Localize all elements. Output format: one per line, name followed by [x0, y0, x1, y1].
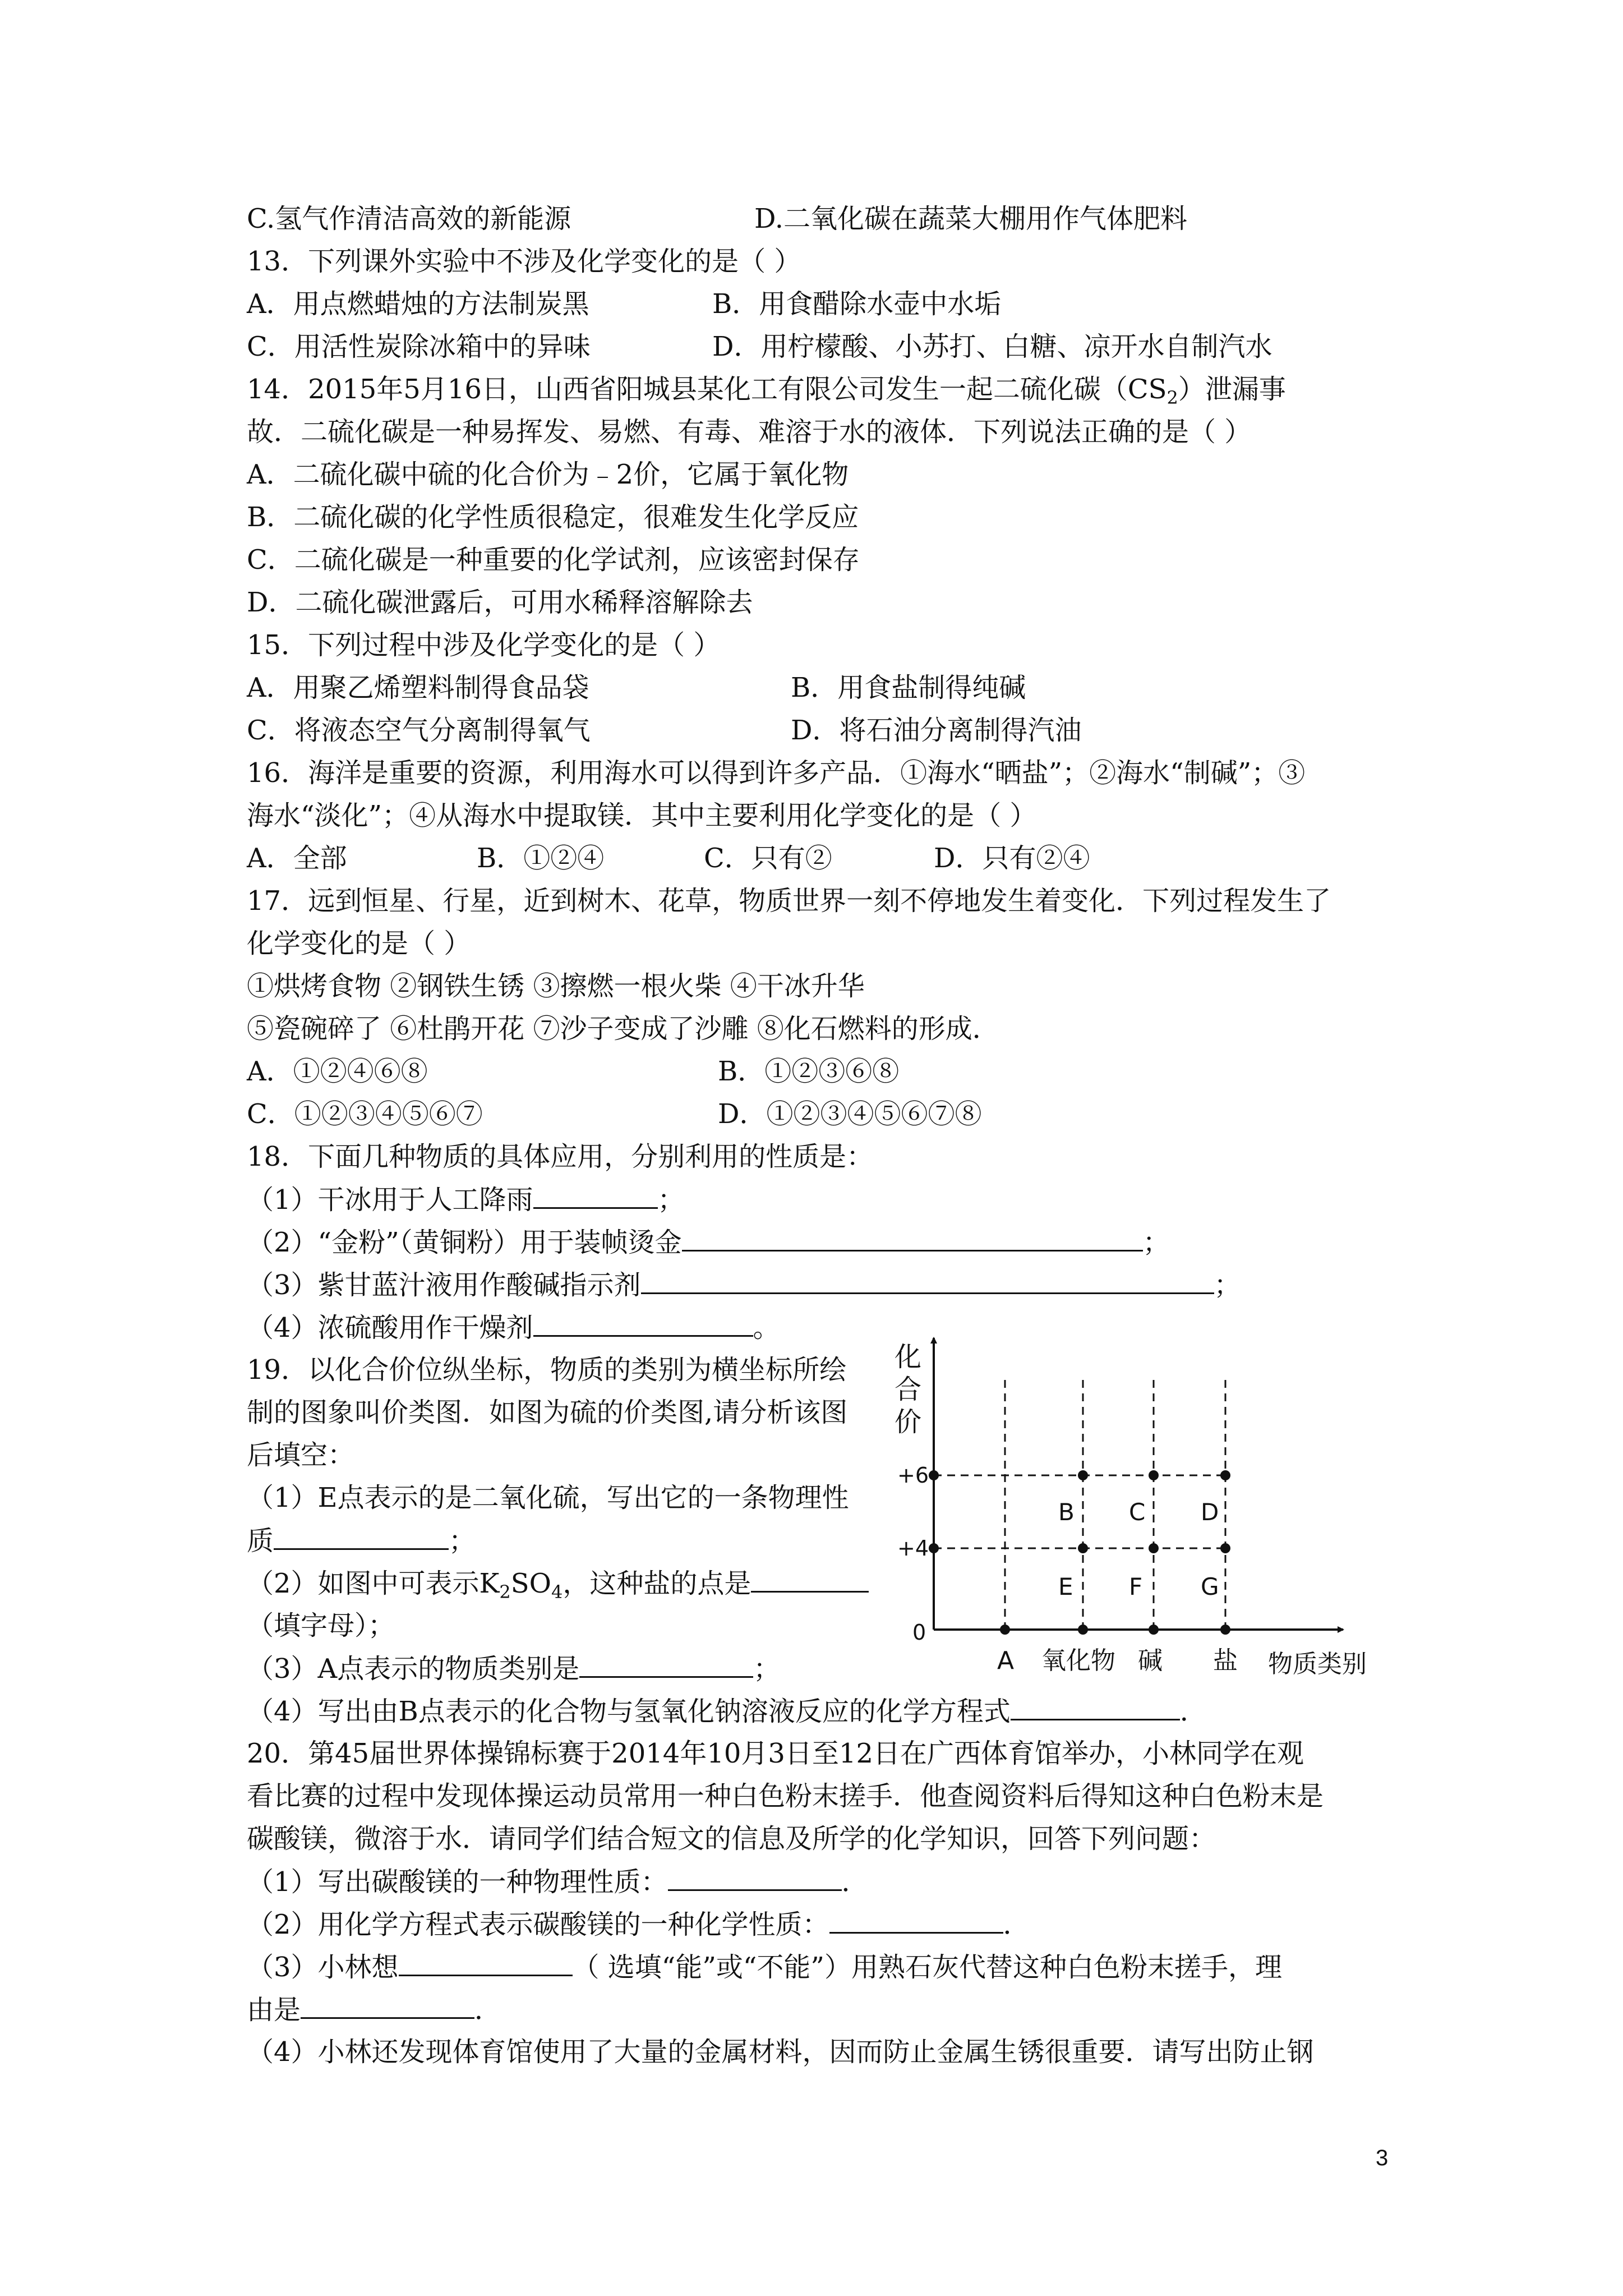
- y-tick-label: +4: [897, 1536, 929, 1561]
- q19-stem-line2: 制的图象叫价类图．如图为硫的价类图,请分析该图: [247, 1397, 848, 1428]
- q14-option-b: B．二硫化碳的化学性质很稳定，很难发生化学反应: [247, 501, 859, 533]
- y-axis-label: 合: [895, 1374, 922, 1405]
- q19-part2-line1: （2）如图中可表示$K_2SO_4$，这种盐的点是: [247, 1566, 869, 1609]
- q19-stem-line1: 19．以化合价位纵坐标，物质的类别为横坐标所绘: [247, 1354, 847, 1386]
- q18-part3: （3）紫甘蓝汁液用作酸碱指示剂 ；: [247, 1268, 1241, 1302]
- q17-option-c: C．①②③④⑤⑥⑦: [247, 1098, 483, 1130]
- y-tick-label: +6: [897, 1463, 929, 1488]
- q14-option-a: A．二硫化碳中硫的化合价为﹣2价，它属于氧化物: [247, 459, 849, 490]
- q16-option-c: C．只有②: [704, 843, 832, 874]
- q19-part3: （3）A点表示的物质类别是 ；: [247, 1651, 780, 1686]
- q15-stem: 15．下列过程中涉及化学变化的是（ ）: [247, 629, 721, 661]
- x-axis-point: [1220, 1625, 1230, 1635]
- answer-blank[interactable]: [641, 1268, 1214, 1294]
- x-axis-point: [1149, 1625, 1159, 1635]
- answer-blank[interactable]: [751, 1566, 869, 1593]
- q13-stem: 13．下列课外实验中不涉及化学变化的是（ ）: [247, 246, 801, 277]
- point-label: G: [1201, 1573, 1219, 1600]
- q20-part4-line1: （4）小林还发现体育馆使用了大量的金属材料，因而防止金属生锈很重要．请写出防止钢: [247, 2036, 1314, 2068]
- q13-option-a: A．用点燃蜡烛的方法制炭黑: [247, 288, 589, 320]
- q14-stem-line1: 14．2015年5月16日，山西省阳城县某化工有限公司发生一起二硫化碳$(CS_2)$泄漏事: [247, 374, 1286, 408]
- answer-blank[interactable]: [682, 1225, 1143, 1251]
- point-a: [1000, 1625, 1010, 1635]
- answer-blank[interactable]: [274, 1524, 449, 1550]
- point-label: C: [1129, 1498, 1146, 1526]
- q15-option-d: D．将石油分离制得汽油: [791, 715, 1082, 746]
- q15-option-b: B．用食盐制得纯碱: [791, 672, 1026, 703]
- q19-part4: （4）写出由B点表示的化合物与氢氧化钠溶液反应的化学方程式 ．: [247, 1694, 1207, 1728]
- q16-stem-line1: 16．海洋是重要的资源，利用海水可以得到许多产品．①海水“晒盐”；②海水“制碱”；③: [247, 757, 1306, 789]
- q12-option-d: D.二氧化碳在蔬菜大棚用作气体肥料: [754, 203, 1188, 234]
- q19-part1-line1: （1）E点表示的是二氧化硫，写出它的一条物理性: [247, 1482, 849, 1513]
- point-label: D: [1201, 1498, 1219, 1526]
- q12-option-c: C.氢气作清洁高效的新能源: [247, 203, 571, 234]
- answer-blank[interactable]: [533, 1310, 753, 1337]
- y-axis-label: 化: [895, 1341, 922, 1373]
- q15-option-c: C．将液态空气分离制得氧气: [247, 715, 591, 746]
- q20-part2: （2）用化学方程式表示碳酸镁的一种化学性质： ．: [247, 1907, 1030, 1941]
- q17-option-d: D．①②③④⑤⑥⑦⑧: [718, 1098, 982, 1130]
- x-category-label: 氧化物: [1041, 1646, 1115, 1675]
- x-category-label: 盐: [1213, 1646, 1238, 1675]
- q17-option-a: A．①②④⑥⑧: [247, 1056, 428, 1087]
- answer-blank[interactable]: [579, 1651, 753, 1678]
- answer-blank[interactable]: [301, 1993, 474, 2019]
- q13-option-c: C．用活性炭除冰箱中的异味: [247, 331, 591, 362]
- q20-part3-line2: 由是 ．: [247, 1993, 501, 2027]
- answer-blank[interactable]: [1011, 1694, 1180, 1720]
- x-axis-label: 物质类别: [1268, 1650, 1367, 1678]
- q19-part2-line2: （填字母）；: [247, 1610, 395, 1641]
- answer-blank[interactable]: [533, 1182, 658, 1209]
- q14-option-c: C．二硫化碳是一种重要的化学试剂，应该密封保存: [247, 544, 860, 576]
- x-category-label: A: [997, 1646, 1015, 1675]
- point-d: [1220, 1470, 1230, 1480]
- point-g: [1220, 1543, 1230, 1553]
- q19-part1-line2: 质 ；: [247, 1524, 476, 1558]
- axis-point: [929, 1470, 939, 1480]
- q16-option-d: D．只有②④: [934, 843, 1090, 874]
- q20-stem-line2: 看比赛的过程中发现体操运动员常用一种白色粉末搓手．他查阅资料后得知这种白色粉末是: [247, 1780, 1324, 1812]
- axis-point: [929, 1543, 939, 1553]
- q17-option-b: B．①②③⑥⑧: [718, 1056, 900, 1087]
- y-tick-label: 0: [912, 1620, 926, 1645]
- x-category-label: 碱: [1138, 1646, 1163, 1675]
- q16-stem-line2: 海水“淡化”；④从海水中提取镁．其中主要利用化学变化的是（ ）: [247, 800, 1037, 831]
- q20-stem-line1: 20．第45届世界体操锦标赛于2014年10月3日至12日在广西体育馆举办，小林同学在观: [247, 1738, 1304, 1769]
- q16-option-a: A．全部: [247, 843, 347, 874]
- answer-blank[interactable]: [829, 1907, 1003, 1934]
- q20-part3-line1: （3）小林想 （ 选填“能”或“不能”）用熟石灰代替这种白色粉末搓手，理: [247, 1950, 1282, 1984]
- q20-part1: （1）写出碳酸镁的一种物理性质： ．: [247, 1865, 869, 1899]
- y-axis-label: 价: [895, 1406, 922, 1438]
- q19-stem-line3: 后填空：: [247, 1439, 355, 1471]
- x-axis-point: [1078, 1625, 1088, 1635]
- point-b: [1078, 1470, 1088, 1480]
- q13-option-d: D．用柠檬酸、小苏打、白糖、凉开水自制汽水: [712, 331, 1272, 362]
- sulfur-valence-diagram: [872, 1332, 1405, 1691]
- answer-blank[interactable]: [399, 1950, 573, 1976]
- q15-option-a: A．用聚乙烯塑料制得食品袋: [247, 672, 589, 703]
- q18-part2: （2）“金粉”（黄铜粉）用于装帧烫金 ；: [247, 1225, 1170, 1259]
- point-c: [1149, 1470, 1159, 1480]
- point-label: E: [1058, 1573, 1073, 1600]
- point-label: F: [1129, 1573, 1143, 1600]
- q13-option-b: B．用食醋除水壶中水垢: [712, 288, 1002, 320]
- q14-stem-line2: 故．二硫化碳是一种易挥发、易燃、有毒、难溶于水的液体．下列说法正确的是（ ）: [247, 416, 1252, 448]
- q14-option-d: D．二硫化碳泄露后，可用水稀释溶解除去: [247, 587, 753, 618]
- q18-part4: （4）浓硫酸用作干燥剂 。: [247, 1310, 780, 1345]
- point-label: B: [1058, 1498, 1075, 1526]
- q18-part1: （1）干冰用于人工降雨 ；: [247, 1182, 685, 1217]
- q17-stem-line2: 化学变化的是（ ）: [247, 928, 471, 959]
- q16-option-b: B．①②④: [477, 843, 605, 874]
- q20-stem-line3: 碳酸镁，微溶于水．请同学们结合短文的信息及所学的化学知识，回答下列问题：: [247, 1823, 1216, 1855]
- q17-stem-line1: 17．远到恒星、行星，近到树木、花草，物质世界一刻不停地发生着变化．下列过程发生了: [247, 885, 1331, 917]
- q17-items-row1: ①烘烤食物 ②钢铁生锈 ③擦燃一根火柴 ④干冰升华: [247, 970, 865, 1002]
- page-number: 3: [1376, 2146, 1389, 2170]
- point-f: [1149, 1543, 1159, 1553]
- answer-blank[interactable]: [668, 1865, 842, 1891]
- q17-items-row2: ⑤瓷碗碎了 ⑥杜鹃开花 ⑦沙子变成了沙雕 ⑧化石燃料的形成．: [247, 1013, 999, 1045]
- point-e: [1078, 1543, 1088, 1553]
- q18-stem: 18．下面几种物质的具体应用，分别利用的性质是：: [247, 1141, 874, 1172]
